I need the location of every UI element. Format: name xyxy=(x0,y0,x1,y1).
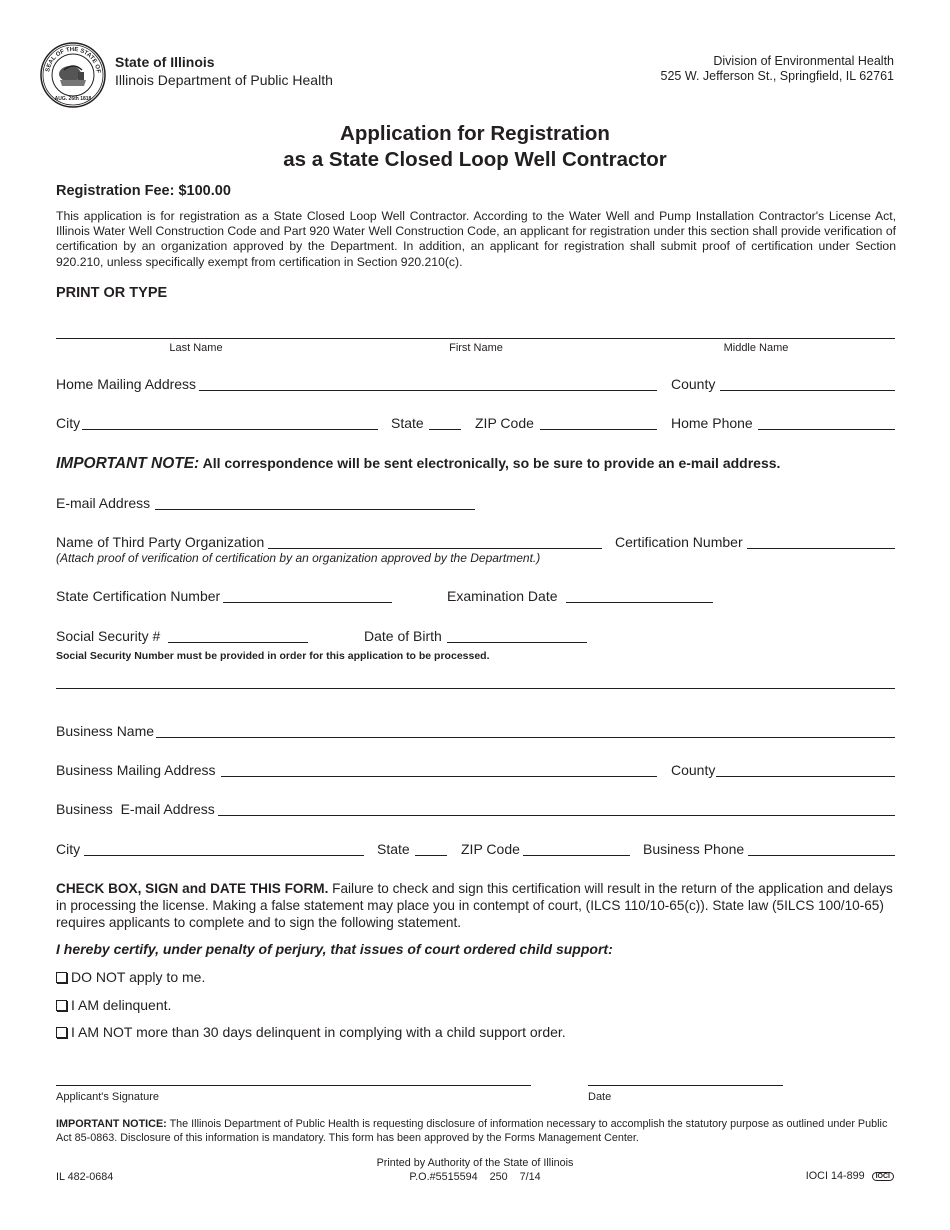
checkbox-not-delinquent[interactable] xyxy=(56,1027,67,1038)
page-title xyxy=(0,121,950,173)
ssn-label: Social Security # xyxy=(56,628,161,644)
business-phone-field[interactable] xyxy=(748,855,895,856)
ioci-number-text: IOCI 14-899 xyxy=(805,1170,865,1182)
union-bug-icon: IOCI xyxy=(872,1172,894,1181)
option-delinquent-label: I AM delinquent. xyxy=(71,997,172,1013)
printed-by: Printed by Authority of the State of Illinois xyxy=(376,1157,574,1169)
third-party-note: (Attach proof of verification of certification by an organization approved by the Department.) xyxy=(56,551,541,565)
business-city-field[interactable] xyxy=(84,855,364,856)
last-name-label: Last Name xyxy=(169,342,223,354)
business-mailing-address-label: Business Mailing Address xyxy=(56,762,216,778)
division-address: 525 W. Jefferson St., Springfield, IL 62761 xyxy=(660,69,894,83)
dob-field[interactable] xyxy=(447,642,587,643)
home-mailing-address-field[interactable] xyxy=(199,390,657,391)
business-city-label: City xyxy=(56,841,81,857)
option-do-not-apply[interactable] xyxy=(56,969,205,985)
name-input-line[interactable] xyxy=(56,338,895,339)
checkbox-do-not-apply[interactable] xyxy=(56,972,67,983)
business-state-label: State xyxy=(377,841,410,857)
zip-field[interactable] xyxy=(540,429,657,430)
svg-text:AUG. 26th 1818: AUG. 26th 1818 xyxy=(54,96,92,102)
important-note xyxy=(56,455,780,473)
state-seal xyxy=(40,42,106,108)
applicant-signature-label: Applicant's Signature xyxy=(56,1091,159,1103)
zip-label: ZIP Code xyxy=(475,415,534,431)
important-note-text: All correspondence will be sent electronically, so be sure to provide an e-mail address. xyxy=(199,455,781,471)
certify-paragraph xyxy=(56,880,896,931)
department-name: Illinois Department of Public Health xyxy=(115,72,333,88)
examination-date-label: Examination Date xyxy=(447,588,558,604)
email-field[interactable] xyxy=(155,509,475,510)
certify-statement: I hereby certify, under penalty of perjury, that issues of court ordered child support: xyxy=(56,941,613,957)
ssn-field[interactable] xyxy=(168,642,308,643)
certify-text: Failure to check and sign this certification will result in the return of the application and delays in processing the license. Making a false statement may place you in contempt of court, (ILCS 110/10-65(c)). State law (5ILCS 100/10-65) requires applicants to complete and to sign the following statement. xyxy=(56,881,893,930)
business-phone-label: Business Phone xyxy=(643,841,745,857)
option-do-not-apply-label: DO NOT apply to me. xyxy=(71,969,206,985)
important-notice xyxy=(56,1117,896,1145)
home-mailing-address-label: Home Mailing Address xyxy=(56,376,197,392)
option-not-delinquent[interactable] xyxy=(56,1024,566,1040)
business-name-field[interactable] xyxy=(156,737,895,738)
business-email-label: Business E-mail Address xyxy=(56,801,215,817)
state-field[interactable] xyxy=(429,429,461,430)
business-zip-label: ZIP Code xyxy=(461,841,520,857)
svg-text:SEAL OF THE STATE OF ILLINOIS: SEAL OF THE STATE OF xyxy=(45,46,101,74)
home-phone-label: Home Phone xyxy=(671,415,753,431)
applicant-signature-field[interactable] xyxy=(56,1085,531,1086)
state-label: State xyxy=(391,415,424,431)
title-line-1: Application for Registration xyxy=(340,122,610,145)
third-party-org-field[interactable] xyxy=(268,548,602,549)
email-label: E-mail Address xyxy=(56,495,151,511)
state-certification-number-field[interactable] xyxy=(223,602,392,603)
certification-number-field[interactable] xyxy=(747,548,895,549)
business-zip-field[interactable] xyxy=(523,855,630,856)
option-delinquent[interactable] xyxy=(56,997,171,1013)
intro-paragraph: This application is for registration as a State Closed Loop Well Contractor. According to the Water Well and Pump Installation Contractor's License Act, Illinois Water Well Construction Code and Part 920 Water Well Construction Code, an applicant for registration under this section shall provide verification of certification by an organization approved by the Department. In addition, an applicant for registration shall submit proof of certification under Section 920.210, unless specifically exempt from certification in Section 920.210(c). xyxy=(56,209,896,269)
po-number: P.O.#5515594 250 7/14 xyxy=(409,1171,541,1183)
first-name-label: First Name xyxy=(449,342,503,354)
registration-fee: Registration Fee: $100.00 xyxy=(56,183,231,199)
middle-name-label: Middle Name xyxy=(723,342,789,354)
form-number: IL 482-0684 xyxy=(56,1171,114,1183)
title-line-2: as a State Closed Loop Well Contractor xyxy=(283,148,667,171)
illinois-state-seal-icon xyxy=(40,42,106,108)
county-label: County xyxy=(671,376,716,392)
division-name: Division of Environmental Health xyxy=(713,54,894,68)
examination-date-field[interactable] xyxy=(566,602,713,603)
print-or-type-heading: PRINT OR TYPE xyxy=(56,285,168,301)
option-not-delinquent-label: I AM NOT more than 30 days delinquent in complying with a child support order. xyxy=(71,1024,566,1040)
section-divider xyxy=(56,688,895,689)
date-label: Date xyxy=(588,1091,612,1103)
business-county-label: County xyxy=(671,762,716,778)
important-notice-lead: IMPORTANT NOTICE: xyxy=(56,1118,167,1130)
business-mailing-address-field[interactable] xyxy=(221,776,657,777)
business-email-field[interactable] xyxy=(218,815,895,816)
ssn-note: Social Security Number must be provided in order for this application to be processed. xyxy=(56,650,490,662)
business-county-field[interactable] xyxy=(716,776,895,777)
checkbox-delinquent[interactable] xyxy=(56,1000,67,1011)
county-field[interactable] xyxy=(720,390,895,391)
state-certification-number-label: State Certification Number xyxy=(56,588,221,604)
important-notice-text: The Illinois Department of Public Health is requesting disclosure of information necessary to accomplish the statutory purpose as outlined under Public Act 85-0863. Disclosure of this information is mandatory. This form has been approved by the Forms Management Center. xyxy=(56,1118,888,1144)
city-field[interactable] xyxy=(82,429,378,430)
third-party-org-label: Name of Third Party Organization xyxy=(56,534,265,550)
ioci-number xyxy=(806,1170,894,1182)
home-phone-field[interactable] xyxy=(758,429,895,430)
date-field[interactable] xyxy=(588,1085,783,1086)
state-name: State of Illinois xyxy=(115,54,215,70)
business-state-field[interactable] xyxy=(415,855,447,856)
dob-label: Date of Birth xyxy=(364,628,442,644)
business-name-label: Business Name xyxy=(56,723,155,739)
city-label: City xyxy=(56,415,81,431)
important-note-lead: IMPORTANT NOTE: xyxy=(56,455,200,472)
certify-lead: CHECK BOX, SIGN and DATE THIS FORM. xyxy=(56,881,329,896)
certification-number-label: Certification Number xyxy=(615,534,743,550)
